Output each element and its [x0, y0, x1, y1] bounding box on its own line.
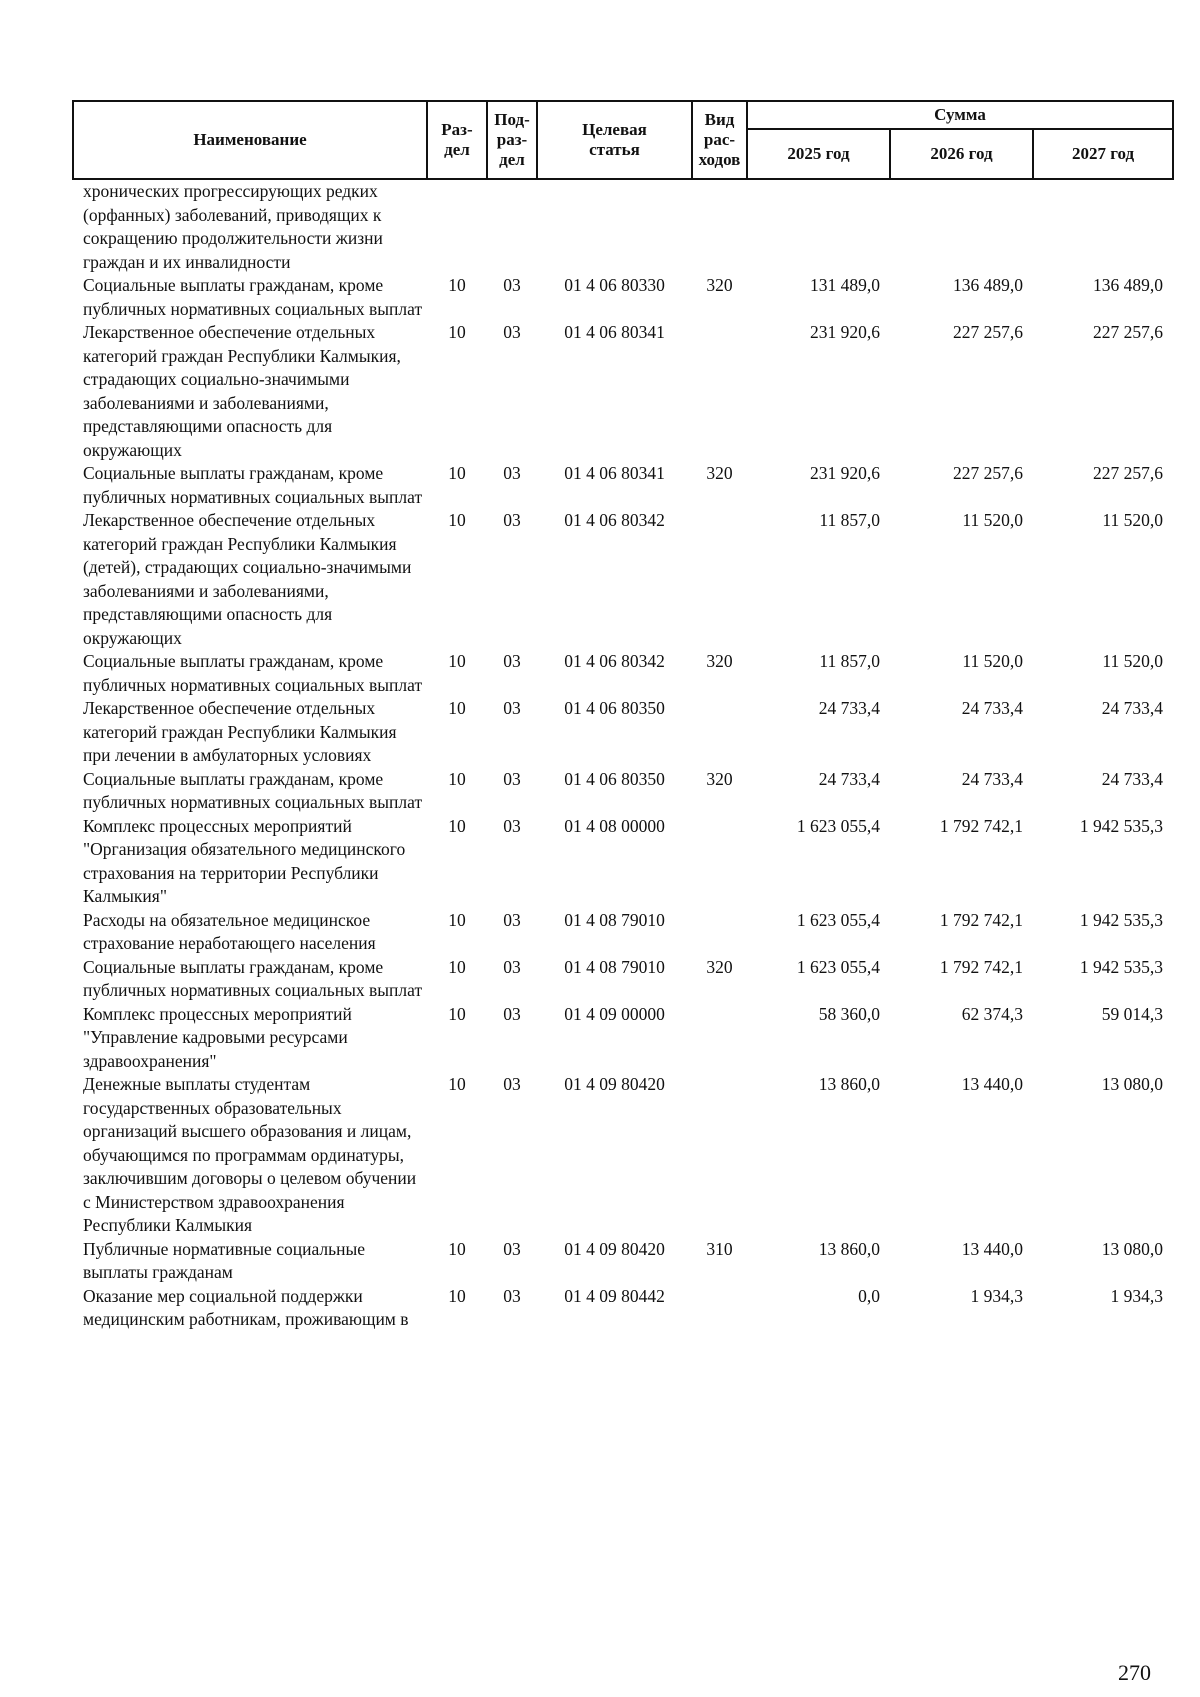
table-row	[73, 697, 1173, 768]
cell-vid	[692, 509, 747, 650]
cell-podrazdel: 03	[503, 1238, 521, 1259]
cell-2025: 11 857,0	[819, 510, 880, 530]
cell-name: Оказание мер социальной поддержки медицинским работникам, проживающим в	[83, 1285, 409, 1329]
cell-vid	[692, 1073, 747, 1238]
cell-2027: 59 014,3	[1101, 1003, 1164, 1024]
cell-name: Лекарственное обеспечение отдельных категорий граждан Республики Калмыкия, страдающих социально-значимыми заболеваниями и заболеваниями, представляющими опасность для окружающих	[83, 322, 401, 460]
cell-celevaya: 01 4 09 00000	[564, 1003, 665, 1024]
table-row	[73, 509, 1173, 650]
cell-podrazdel: 03	[503, 956, 521, 977]
cell-2026: 24 733,4	[961, 768, 1023, 789]
cell-2025: 1 623 055,4	[796, 815, 880, 836]
cell-2027: 1 942 535,3	[1079, 815, 1164, 836]
cell-2026: 1 792 742,1	[939, 815, 1023, 836]
cell-celevaya: 01 4 09 80420	[564, 1238, 665, 1259]
cell-2027: 227 257,6	[1093, 463, 1164, 483]
cell-2026: 13 440,0	[961, 1074, 1023, 1094]
table-row	[73, 179, 1173, 274]
table-row	[73, 956, 1173, 1003]
table-row	[73, 321, 1173, 462]
header-celevaya: Целевая статья	[537, 101, 692, 179]
cell-podrazdel: 03	[503, 322, 521, 342]
cell-2026: 1 792 742,1	[939, 956, 1023, 977]
cell-vid: 310	[706, 1238, 733, 1259]
cell-razdel	[427, 179, 487, 274]
header-year-2027: 2027 год	[1033, 129, 1173, 179]
cell-celevaya: 01 4 08 00000	[564, 815, 665, 836]
cell-2025: 24 733,4	[818, 698, 880, 718]
cell-2025	[747, 179, 890, 274]
cell-razdel: 10	[448, 956, 466, 977]
cell-razdel: 10	[448, 909, 466, 930]
cell-2027: 1 934,3	[1110, 1285, 1164, 1306]
cell-celevaya: 01 4 09 80420	[564, 1074, 665, 1094]
table-row	[73, 1285, 1173, 1332]
cell-podrazdel: 03	[503, 698, 521, 718]
cell-name: Социальные выплаты гражданам, кроме публичных нормативных социальных выплат	[83, 651, 423, 695]
cell-2026: 227 257,6	[953, 322, 1023, 342]
cell-2027: 11 520,0	[1102, 510, 1164, 530]
cell-2025: 231 920,6	[810, 463, 880, 483]
cell-2026: 13 440,0	[961, 1238, 1023, 1259]
cell-razdel: 10	[448, 322, 466, 342]
cell-name: Публичные нормативные социальные выплаты гражданам	[83, 1238, 365, 1282]
table-row	[73, 1073, 1173, 1238]
cell-2025: 1 623 055,4	[796, 956, 880, 977]
cell-2025: 1 623 055,4	[796, 909, 880, 930]
cell-celevaya: 01 4 06 80330	[564, 275, 665, 295]
table-header	[73, 101, 1173, 179]
cell-2026	[890, 179, 1033, 274]
cell-2026: 11 520,0	[962, 510, 1023, 530]
cell-2027: 136 489,0	[1093, 275, 1164, 295]
cell-razdel: 10	[448, 651, 466, 671]
page-number: 270	[1118, 1660, 1151, 1685]
table-row	[73, 768, 1173, 815]
cell-2026: 227 257,6	[953, 463, 1023, 483]
cell-2026: 62 374,3	[961, 1003, 1023, 1024]
cell-razdel: 10	[448, 1003, 466, 1024]
cell-name: Комплекс процессных мероприятий "Организация обязательного медицинского страхования на территории Республики Калмыкия"	[83, 815, 406, 906]
cell-vid	[692, 1285, 747, 1332]
cell-celevaya: 01 4 08 79010	[564, 909, 665, 930]
table-row	[73, 462, 1173, 509]
cell-2027: 13 080,0	[1101, 1074, 1164, 1094]
cell-podrazdel: 03	[503, 651, 521, 671]
cell-2026: 1 792 742,1	[939, 909, 1023, 930]
cell-razdel: 10	[448, 768, 466, 789]
cell-vid: 320	[706, 956, 733, 977]
cell-celevaya: 01 4 06 80342	[564, 651, 665, 671]
table-body	[73, 179, 1173, 1332]
cell-vid	[692, 1003, 747, 1074]
table-row	[73, 650, 1173, 697]
cell-2025: 11 857,0	[819, 651, 880, 671]
cell-vid: 320	[706, 275, 733, 295]
cell-2025: 0,0	[858, 1285, 880, 1306]
cell-vid: 320	[706, 768, 733, 789]
cell-razdel: 10	[448, 815, 466, 836]
cell-vid	[692, 909, 747, 956]
cell-name: Денежные выплаты студентам государственных образовательных организаций высшего образования и лицам, обучающимся по программам ординатуры, заключившим договоры о целевом обучении с Министерством здравоохранения Республики Калмыкия	[83, 1074, 417, 1235]
cell-2025: 58 360,0	[818, 1003, 880, 1024]
cell-name: хронических прогрессирующих редких (орфанных) заболеваний, приводящих к сокращению продолжительности жизни граждан и их инвалидности	[83, 181, 383, 272]
cell-podrazdel: 03	[503, 275, 521, 295]
cell-vid: 320	[706, 463, 733, 483]
cell-razdel: 10	[448, 1238, 466, 1259]
cell-celevaya: 01 4 08 79010	[564, 956, 665, 977]
cell-celevaya: 01 4 06 80341	[564, 463, 665, 483]
cell-podrazdel: 03	[503, 1285, 521, 1306]
cell-celevaya: 01 4 09 80442	[564, 1285, 665, 1306]
cell-name: Комплекс процессных мероприятий "Управление кадровыми ресурсами здравоохранения"	[83, 1003, 352, 1071]
cell-name: Лекарственное обеспечение отдельных категорий граждан Республики Калмыкия (детей), страдающих социально-значимыми заболеваниями и заболеваниями, представляющими опасность для окружающих	[83, 510, 412, 648]
header-razdel: Раз- дел	[427, 101, 487, 179]
cell-2027: 227 257,6	[1093, 322, 1164, 342]
cell-podrazdel: 03	[503, 909, 521, 930]
cell-2025: 131 489,0	[810, 275, 880, 295]
cell-2026: 24 733,4	[961, 698, 1023, 718]
cell-name: Социальные выплаты гражданам, кроме публичных нормативных социальных выплат	[83, 463, 423, 507]
budget-table	[72, 100, 1174, 1332]
cell-razdel: 10	[448, 698, 466, 718]
cell-podrazdel: 03	[503, 1074, 521, 1094]
cell-2025: 231 920,6	[810, 322, 880, 342]
cell-podrazdel: 03	[503, 768, 521, 789]
header-year-2026: 2026 год	[890, 129, 1033, 179]
cell-celevaya	[537, 179, 692, 274]
table-row	[73, 1003, 1173, 1074]
cell-vid	[692, 697, 747, 768]
cell-celevaya: 01 4 06 80350	[564, 768, 665, 789]
cell-razdel: 10	[448, 463, 466, 483]
cell-razdel: 10	[448, 1285, 466, 1306]
header-summa: Сумма	[747, 101, 1173, 129]
cell-celevaya: 01 4 06 80341	[564, 322, 665, 342]
cell-2026: 136 489,0	[953, 275, 1023, 295]
cell-podrazdel: 03	[503, 510, 521, 530]
cell-razdel: 10	[448, 510, 466, 530]
header-year-2025: 2025 год	[747, 129, 890, 179]
header-vid: Вид рас- ходов	[692, 101, 747, 179]
cell-vid	[692, 179, 747, 274]
cell-podrazdel: 03	[503, 463, 521, 483]
cell-2026: 11 520,0	[962, 651, 1023, 671]
cell-2027: 13 080,0	[1101, 1238, 1164, 1259]
cell-2027	[1033, 179, 1173, 274]
table-row	[73, 1238, 1173, 1285]
header-name: Наименование	[73, 101, 427, 179]
cell-podrazdel	[487, 179, 537, 274]
cell-celevaya: 01 4 06 80342	[564, 510, 665, 530]
cell-2027: 1 942 535,3	[1079, 909, 1164, 930]
cell-razdel: 10	[448, 275, 466, 295]
cell-2025: 24 733,4	[818, 768, 880, 789]
table-row	[73, 815, 1173, 909]
cell-2026: 1 934,3	[970, 1285, 1023, 1306]
cell-razdel: 10	[448, 1074, 466, 1094]
cell-vid	[692, 815, 747, 909]
cell-2027: 11 520,0	[1102, 651, 1164, 671]
cell-vid: 320	[706, 651, 733, 671]
table-row	[73, 274, 1173, 321]
header-podrazdel: Под- раз- дел	[487, 101, 537, 179]
cell-2027: 1 942 535,3	[1079, 956, 1164, 977]
cell-name: Социальные выплаты гражданам, кроме публичных нормативных социальных выплат	[83, 768, 423, 812]
cell-podrazdel: 03	[503, 815, 521, 836]
cell-celevaya: 01 4 06 80350	[564, 698, 665, 718]
cell-name: Лекарственное обеспечение отдельных категорий граждан Республики Калмыкия при лечении в амбулаторных условиях	[83, 698, 397, 765]
budget-sheet	[72, 100, 1172, 1332]
cell-name: Социальные выплаты гражданам, кроме публичных нормативных социальных выплат	[83, 956, 423, 1000]
cell-name: Социальные выплаты гражданам, кроме публичных нормативных социальных выплат	[83, 275, 423, 319]
cell-2027: 24 733,4	[1101, 768, 1164, 789]
cell-2027: 24 733,4	[1101, 698, 1164, 718]
cell-podrazdel: 03	[503, 1003, 521, 1024]
table-row	[73, 909, 1173, 956]
cell-name: Расходы на обязательное медицинское страхование неработающего населения	[83, 909, 376, 953]
cell-2025: 13 860,0	[818, 1074, 880, 1094]
cell-2025: 13 860,0	[818, 1238, 880, 1259]
cell-vid	[692, 321, 747, 462]
